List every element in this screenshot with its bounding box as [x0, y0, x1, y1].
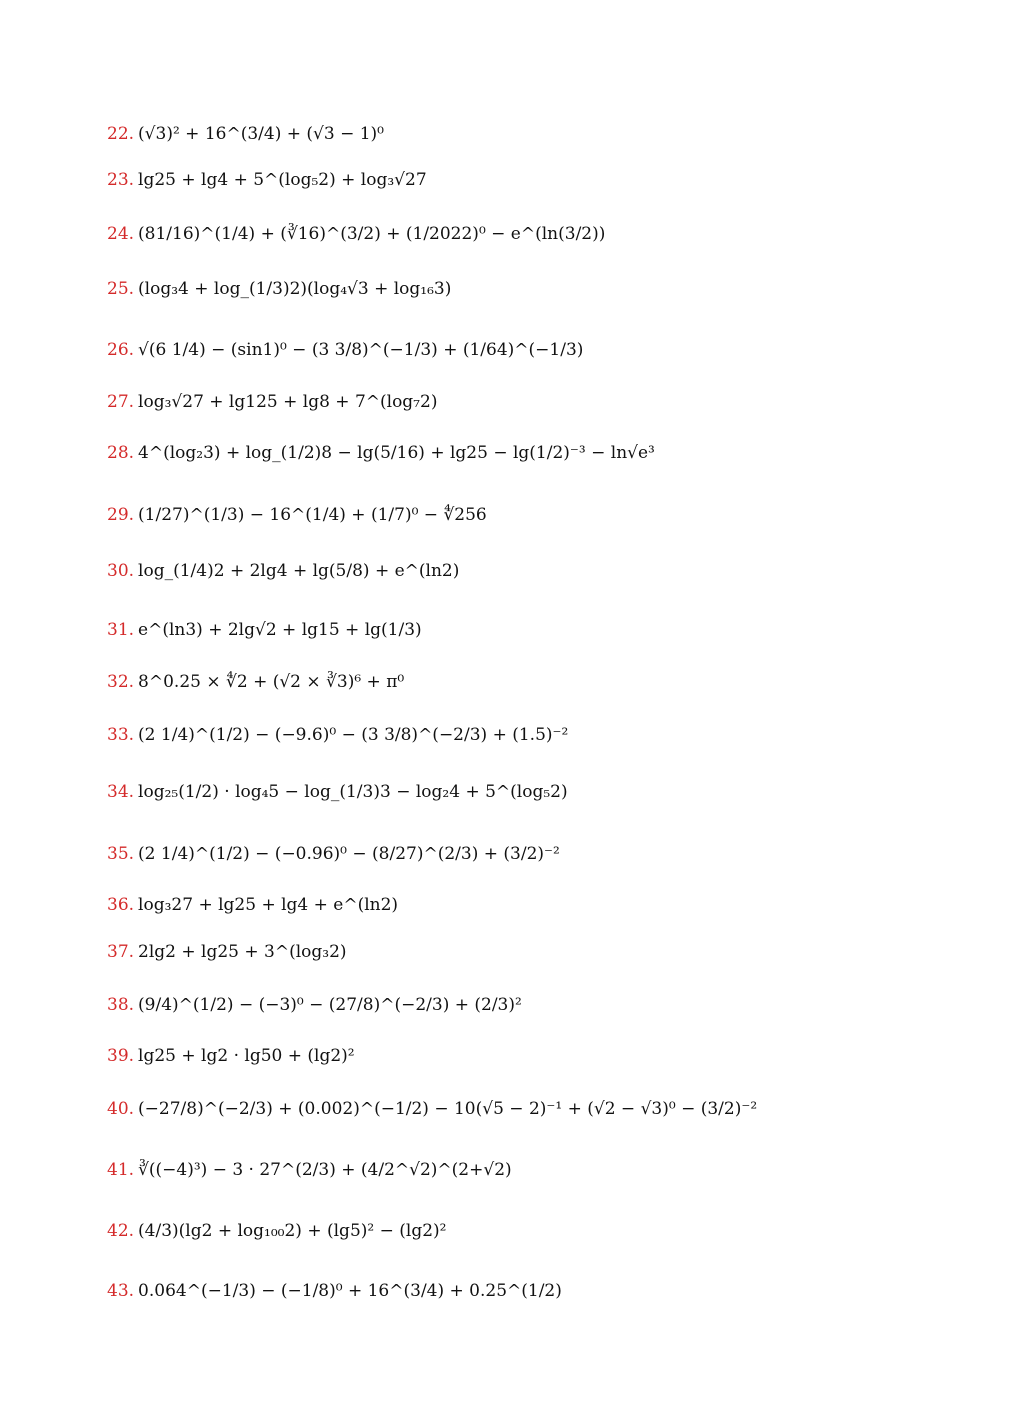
- problem-item: [107, 659, 958, 705]
- problem-item: [107, 929, 958, 975]
- problem-item: [107, 982, 958, 1028]
- problem-item: [107, 548, 958, 594]
- problem-expression: √(6 1/4) − (sin1)⁰ − (3 3/8)^(−1/3) + (1/64)^(−1/3): [138, 340, 584, 360]
- problem-number: 35.: [107, 844, 135, 864]
- problem-number: 42.: [107, 1221, 135, 1241]
- problem-item: [107, 1086, 958, 1132]
- problem-expression: 2lg2 + lg25 + 3^(log₃2): [138, 942, 347, 962]
- problem-number: 38.: [107, 995, 135, 1015]
- problem-expression: lg25 + lg4 + 5^(log₅2) + log₃√27: [138, 170, 427, 190]
- problem-number: 28.: [107, 443, 135, 463]
- problem-number: 40.: [107, 1099, 135, 1119]
- problem-expression: e^(ln3) + 2lg√2 + lg15 + lg(1/3): [138, 620, 422, 640]
- problem-item: [107, 1147, 958, 1193]
- problem-expression: 0.064^(−1/3) − (−1/8)⁰ + 16^(3/4) + 0.25^(1/2): [138, 1281, 562, 1301]
- problem-number: 29.: [107, 505, 135, 525]
- problem-item: [107, 1033, 958, 1079]
- problem-number: 32.: [107, 672, 135, 692]
- problem-expression: ∛((−4)³) − 3 · 27^(2/3) + (4/2^√2)^(2+√2): [138, 1160, 512, 1180]
- problem-number: 31.: [107, 620, 135, 640]
- problem-number: 43.: [107, 1281, 135, 1301]
- problem-item: [107, 492, 958, 538]
- problem-number: 22.: [107, 124, 135, 144]
- problem-item: [107, 157, 958, 203]
- problem-expression: 4^(log₂3) + log_(1/2)8 − lg(5/16) + lg25 − lg(1/2)⁻³ − ln√e³: [138, 443, 655, 463]
- problem-expression: (2 1/4)^(1/2) − (−9.6)⁰ − (3 3/8)^(−2/3) + (1.5)⁻²: [138, 725, 569, 745]
- problem-expression: (√3)² + 16^(3/4) + (√3 − 1)⁰: [138, 124, 384, 144]
- problem-item: [107, 1208, 958, 1254]
- problem-expression: (log₃4 + log_(1/3)2)(log₄√3 + log₁₆3): [138, 279, 452, 299]
- problem-item: [107, 266, 958, 312]
- problem-expression: lg25 + lg2 · lg50 + (lg2)²: [138, 1046, 355, 1066]
- problem-number: 41.: [107, 1160, 135, 1180]
- problem-item: [107, 111, 958, 157]
- problem-expression: log₃27 + lg25 + lg4 + e^(ln2): [138, 895, 399, 915]
- problem-expression: (81/16)^(1/4) + (∛16)^(3/2) + (1/2022)⁰ − e^(ln(3/2)): [138, 224, 606, 244]
- problem-number: 39.: [107, 1046, 135, 1066]
- problem-item: [107, 769, 958, 815]
- problem-number: 33.: [107, 725, 135, 745]
- problem-expression: (−27/8)^(−2/3) + (0.002)^(−1/2) − 10(√5 − 2)⁻¹ + (√2 − √3)⁰ − (3/2)⁻²: [138, 1099, 758, 1119]
- problem-number: 25.: [107, 279, 135, 299]
- problem-item: [107, 211, 958, 257]
- problem-number: 27.: [107, 392, 135, 412]
- problem-item: [107, 430, 958, 476]
- problem-item: [107, 882, 958, 928]
- problem-expression: (2 1/4)^(1/2) − (−0.96)⁰ − (8/27)^(2/3) + (3/2)⁻²: [138, 844, 560, 864]
- problem-item: [107, 607, 958, 653]
- problem-expression: (1/27)^(1/3) − 16^(1/4) + (1/7)⁰ − ∜256: [138, 505, 487, 525]
- problem-number: 23.: [107, 170, 135, 190]
- problem-item: [107, 327, 958, 373]
- problem-number: 37.: [107, 942, 135, 962]
- problem-item: [107, 712, 958, 758]
- problem-expression: (4/3)(lg2 + log₁₀₀2) + (lg5)² − (lg2)²: [138, 1221, 447, 1241]
- problem-number: 26.: [107, 340, 135, 360]
- problem-item: [107, 379, 958, 425]
- problem-number: 36.: [107, 895, 135, 915]
- problem-number: 30.: [107, 561, 135, 581]
- problem-expression: log_(1/4)2 + 2lg4 + lg(5/8) + e^(ln2): [138, 561, 460, 581]
- problem-expression: (9/4)^(1/2) − (−3)⁰ − (27/8)^(−2/3) + (2/3)²: [138, 995, 522, 1015]
- problem-item: [107, 1268, 958, 1314]
- problem-expression: 8^0.25 × ∜2 + (√2 × ∛3)⁶ + π⁰: [138, 672, 405, 692]
- problem-number: 24.: [107, 224, 135, 244]
- problem-expression: log₃√27 + lg125 + lg8 + 7^(log₇2): [138, 392, 438, 412]
- problem-expression: log₂₅(1/2) · log₄5 − log_(1/3)3 − log₂4 + 5^(log₅2): [138, 782, 568, 802]
- problem-number: 34.: [107, 782, 135, 802]
- problem-item: [107, 831, 958, 877]
